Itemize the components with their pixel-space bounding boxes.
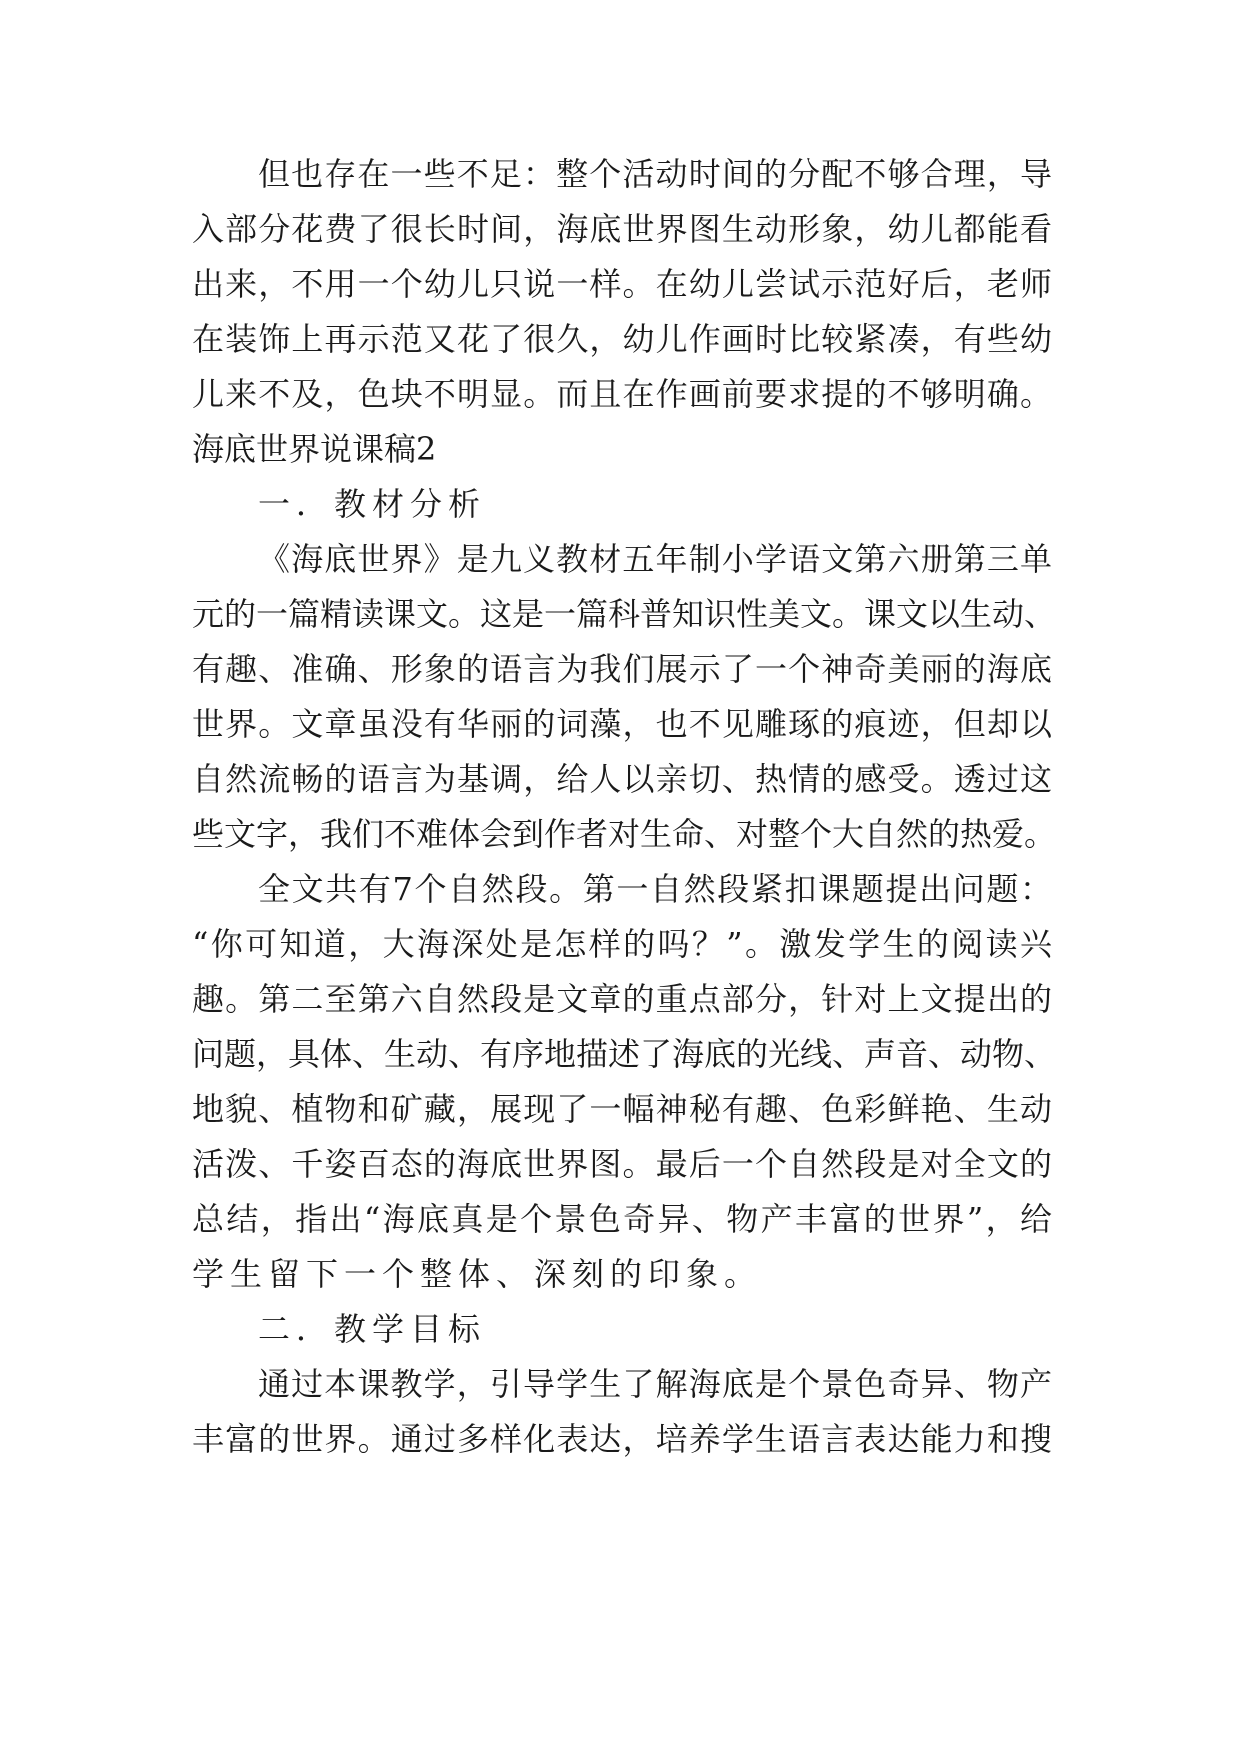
paragraph-line: 儿来不及，色块不明显。而且在作画前要求提的不够明确。 — [192, 375, 1052, 413]
paragraph-line: 学生留下一个整体、深刻的印象。 — [192, 1255, 763, 1293]
paragraph-line: 世界。文章虽没有华丽的词藻，也不见雕琢的痕迹，但却以 — [192, 705, 1052, 743]
paragraph-line: 有趣、准确、形象的语言为我们展示了一个神奇美丽的海底 — [192, 650, 1052, 688]
paragraph-line: 在装饰上再示范又花了很久，幼儿作画时比较紧凑，有些幼 — [192, 320, 1052, 358]
paragraph-line: 趣。第二至第六自然段是文章的重点部分，针对上文提出的 — [192, 980, 1052, 1018]
paragraph-line: 地貌、植物和矿藏，展现了一幅神秘有趣、色彩鲜艳、生动 — [192, 1090, 1052, 1128]
paragraph-line: 总结，指出“海底真是个景色奇异、物产丰富的世界”，给 — [192, 1200, 1052, 1238]
paragraph-line: 通过本课教学，引导学生了解海底是个景色奇异、物产 — [258, 1365, 1052, 1403]
section-heading: 二．教学目标 — [258, 1310, 487, 1348]
section-heading: 一．教材分析 — [258, 485, 487, 523]
paragraph-line: 自然流畅的语言为基调，给人以亲切、热情的感受。透过这 — [192, 760, 1052, 798]
paragraph-line: 出来，不用一个幼儿只说一样。在幼儿尝试示范好后，老师 — [192, 265, 1052, 303]
paragraph-line: 元的一篇精读课文。这是一篇科普知识性美文。课文以生动、 — [192, 595, 1057, 633]
paragraph-line: 《海底世界》是九义教材五年制小学语文第六册第三单 — [258, 540, 1052, 578]
paragraph-line: “你可知道，大海深处是怎样的吗？”。激发学生的阅读兴 — [192, 925, 1052, 963]
section-title: 海底世界说课稿2 — [192, 430, 437, 468]
paragraph-line: 些文字，我们不难体会到作者对生命、对整个大自然的热爱。 — [192, 815, 1057, 853]
paragraph-line: 丰富的世界。通过多样化表达，培养学生语言表达能力和搜 — [192, 1420, 1052, 1458]
paragraph-line: 但也存在一些不足：整个活动时间的分配不够合理，导 — [258, 155, 1052, 193]
paragraph-line: 问题，具体、生动、有序地描述了海底的光线、声音、动物、 — [192, 1035, 1057, 1073]
paragraph-line: 活泼、千姿百态的海底世界图。最后一个自然段是对全文的 — [192, 1145, 1052, 1183]
paragraph-line: 全文共有7个自然段。第一自然段紧扣课题提出问题： — [258, 870, 1052, 908]
paragraph-line: 入部分花费了很长时间，海底世界图生动形象，幼儿都能看 — [192, 210, 1052, 248]
